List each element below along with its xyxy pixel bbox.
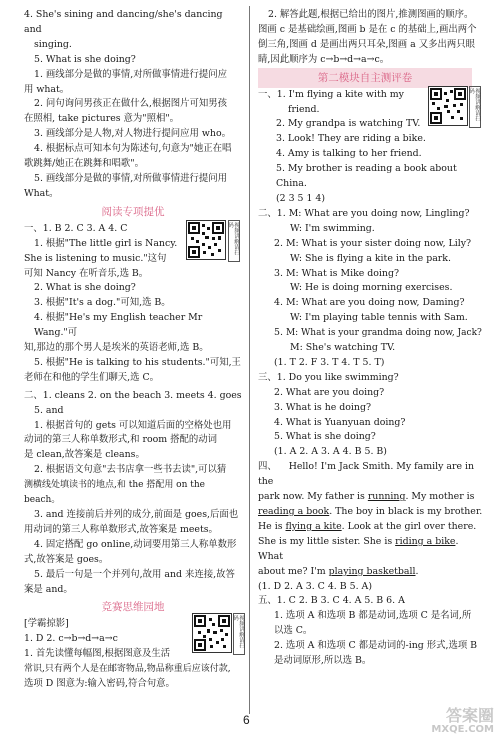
dialog-line-m: 4. M: What are you doing now, Daming? bbox=[274, 297, 465, 309]
qr-label: 视频讲解请扫码 bbox=[469, 86, 481, 128]
answer-line: 3. Look! They are riding a bike. bbox=[276, 133, 426, 145]
underlined-answer: riding a bike bbox=[395, 535, 456, 547]
passage-line: (1. D 2. A 3. C 4. B 5. A) bbox=[258, 580, 372, 592]
answer-line: 老师在和他的学生们聊天,选 C。 bbox=[24, 371, 160, 383]
answer-line: 选项 D 图意为:输入密码,符合句意。 bbox=[24, 678, 175, 690]
passage-line: She is my little sister. She is riding a bike. What bbox=[258, 535, 459, 562]
answer-line: 歌跳舞/她正在跳舞和唱歌"。 bbox=[24, 158, 144, 170]
answer-line: 以选 C。 bbox=[274, 625, 313, 637]
answer-line: What。 bbox=[24, 187, 59, 199]
part-four-passage bbox=[258, 460, 486, 594]
answer-line: friend. bbox=[288, 103, 320, 115]
answer-line: 五、1. C 2. B 3. C 4. A 5. B 6. A bbox=[258, 595, 405, 607]
section-title-module-test: 第二模块自主测评卷 bbox=[258, 68, 472, 88]
answer-line: (1. A 2. A 3. A 4. B 5. B) bbox=[274, 446, 387, 458]
answer-line: 1. 画线部分是做的事情,对所做事情进行提问应 bbox=[34, 68, 228, 80]
underlined-answer: running bbox=[367, 491, 406, 503]
answer-line: 2. My grandpa is watching TV. bbox=[276, 118, 421, 130]
answer-line: 案是 and。 bbox=[24, 583, 73, 595]
answer-line: 4. 固定搭配 go online,动词要用第三人称单数形 bbox=[34, 538, 237, 550]
answer-line: 一、1. B 2. C 3. A 4. C bbox=[24, 222, 128, 234]
answer-line: 知,那边的那个男人是埃米的英语老师,选 B。 bbox=[24, 342, 209, 354]
answer-line: 常识,只有两个人是在邮寄物品,物品称重后应该付款, bbox=[24, 664, 231, 675]
answer-line: 用 what。 bbox=[24, 83, 70, 95]
dialog-line-m: 2. M: What is your sister doing now, Lily? bbox=[274, 237, 472, 249]
answer-line: 3. 画线部分是人物,对人物进行提问应用 who。 bbox=[34, 128, 231, 140]
answer-line: 4. 根据标点可知本句为陈述句,句意为"她正在唱 bbox=[34, 143, 232, 155]
page-number: 6 bbox=[243, 713, 250, 727]
qr-label: 视频讲解请扫码 bbox=[233, 613, 245, 655]
answer-line: 1. 首先读懂每幅图,根据图意及生活 bbox=[24, 648, 171, 660]
answer-line: 睛,因此顺序为 c→b→d→a→c。 bbox=[258, 53, 390, 65]
answer-line: 1. 选项 A 和选项 B 都是动词,选项 C 是名词,所 bbox=[274, 610, 472, 622]
answer-line: (1. T 2. F 3. T 4. T 5. T) bbox=[274, 356, 385, 368]
underlined-answer: playing basketball bbox=[328, 565, 416, 577]
answer-line: 4. What is Yuanyuan doing? bbox=[274, 416, 406, 428]
left-column bbox=[24, 8, 242, 692]
answer-line: 是动词原形,所以选 B。 bbox=[274, 655, 372, 667]
qr-label: 视频讲解请扫码 bbox=[228, 220, 240, 262]
answer-line: 1. D 2. c→b→d→a→c bbox=[24, 633, 118, 645]
dialog-line-m: 3. M: What is Mike doing? bbox=[274, 267, 399, 279]
section-title-competition: 竞赛思维园地 bbox=[101, 601, 165, 614]
answer-line: 在照相, take pictures 意为"照相"。 bbox=[24, 113, 180, 125]
dialog-line-w: M: She's watching TV. bbox=[290, 342, 396, 354]
passage-line: reading a book. The boy in black is my brother. bbox=[258, 506, 483, 517]
answer-line: 3. 根据"It's a dog."可知,选 B。 bbox=[34, 297, 171, 309]
passage-line: He is flying a kite. Look at the girl over there. bbox=[258, 520, 477, 532]
answer-line: singing. bbox=[34, 38, 72, 50]
underlined-answer: flying a kite bbox=[285, 520, 342, 532]
answer-line: 2. What are you doing? bbox=[274, 386, 385, 398]
answer-line: 5. What is she doing? bbox=[34, 53, 136, 65]
answer-line: 三、1. Do you like swimming? bbox=[258, 371, 399, 383]
answer-line: 2. 问句询问男孩正在做什么,根据图片可知男孩 bbox=[34, 98, 228, 110]
answer-line: 1. 根据"The little girl is Nancy. bbox=[34, 237, 178, 249]
dialog-line-w: W: He is doing morning exercises. bbox=[290, 282, 453, 294]
dialog-line-w: W: I'm playing table tennis with Sam. bbox=[290, 312, 468, 324]
answer-line: 一、1. I'm flying a kite with my bbox=[258, 88, 404, 100]
part-one bbox=[258, 88, 486, 207]
answer-line: 2. 根据语文句意"去书店拿一些书去读",可以猜 bbox=[34, 464, 227, 476]
answer-line: She is listening to music."这句 bbox=[24, 252, 167, 264]
qr-code-icon[interactable] bbox=[186, 220, 226, 260]
answer-line: 是 clean,故答案是 cleans。 bbox=[24, 449, 145, 461]
watermark: 答案圈 MXQE.COM bbox=[431, 706, 494, 735]
answer-line: 5. 根据"He is talking to his students."可知,王 bbox=[34, 356, 241, 368]
answer-line: 5. 最后一句是一个并列句,故用 and 来连接,故答 bbox=[34, 568, 235, 580]
answer-line: 2. 选项 A 和选项 C 都是动词的-ing 形式,选项 B bbox=[274, 640, 478, 652]
answer-line: 二、1. cleans 2. on the beach 3. meets 4. goes bbox=[24, 389, 242, 401]
answer-line: 图画 c 是基础绘画,图画 b 是在 c 的基础上,画出两个 bbox=[258, 23, 477, 35]
answer-line: 5. 画线部分是做的事情,对所做事情进行提问用 bbox=[34, 172, 228, 184]
answer-line: 3. What is he doing? bbox=[274, 401, 372, 413]
answer-line: 3. and 连接前后并列的成分,前面是 goes,后面也 bbox=[34, 509, 239, 520]
answer-line: 动词的第三人称单数形式,和 room 搭配的动词 bbox=[24, 434, 217, 446]
answer-line: (2 3 5 1 4) bbox=[276, 192, 326, 204]
column-divider bbox=[249, 6, 250, 714]
answer-line: 式,故答案是 goes。 bbox=[24, 553, 109, 565]
qr-code-icon[interactable] bbox=[192, 613, 232, 653]
competition-section bbox=[24, 617, 242, 692]
answer-line: 倒三角,图画 d 是画出两只耳朵,图画 a 又多出两只眼 bbox=[258, 38, 475, 50]
dialog-line-m: 二、1. M: What are you doing now, Lingling? bbox=[258, 207, 470, 219]
answer-line: 可知 Nancy 在听音乐,选 B。 bbox=[24, 267, 149, 279]
answer-line: 5. My brother is reading a book about China. bbox=[276, 163, 457, 190]
right-column bbox=[258, 8, 486, 669]
answer-line: 用动词的第三人称单数形式,故答案是 meets。 bbox=[24, 523, 218, 535]
answer-line: 4. 根据"He's my English teacher Mr Wang."可 bbox=[34, 312, 203, 339]
answer-line: [学霸掠影] bbox=[24, 618, 69, 630]
dialog-line-m: 5. M: What is your grandma doing now, Jack? bbox=[274, 327, 482, 339]
answer-line: 5. What is she doing? bbox=[274, 431, 376, 443]
answer-line: 2. 解答此题,根据已给出的图片,推测图画的顺序。 bbox=[268, 9, 474, 20]
answer-line: 测横线处填读书的地点,和 the 搭配用 on the beach。 bbox=[24, 480, 205, 506]
underlined-answer: reading a book bbox=[258, 506, 330, 517]
answer-line: 2. What is she doing? bbox=[34, 282, 136, 294]
part-two-dialogs bbox=[258, 207, 486, 356]
dialog-line-w: W: She is flying a kite in the park. bbox=[290, 252, 451, 264]
reading-section bbox=[24, 222, 242, 386]
answer-line: 4. She's sining and dancing/she's dancing and bbox=[24, 9, 223, 35]
answer-line: 4. Amy is talking to her friend. bbox=[276, 148, 422, 160]
passage-line: about me? I'm playing basketball. bbox=[258, 565, 419, 577]
dialog-line-w: W: I'm swimming. bbox=[290, 222, 375, 234]
qr-code-icon[interactable] bbox=[428, 86, 468, 126]
answer-line: 1. 根据首句的 gets 可以知道后面的空格处也用 bbox=[34, 419, 232, 431]
passage-line: 四、 Hello! I'm Jack Smith. My family are in the bbox=[258, 461, 475, 488]
answer-line: 5. and bbox=[34, 404, 64, 416]
passage-line: park now. My father is running. My mother is bbox=[258, 491, 475, 503]
section-title-reading: 阅读专项提优 bbox=[101, 205, 165, 218]
